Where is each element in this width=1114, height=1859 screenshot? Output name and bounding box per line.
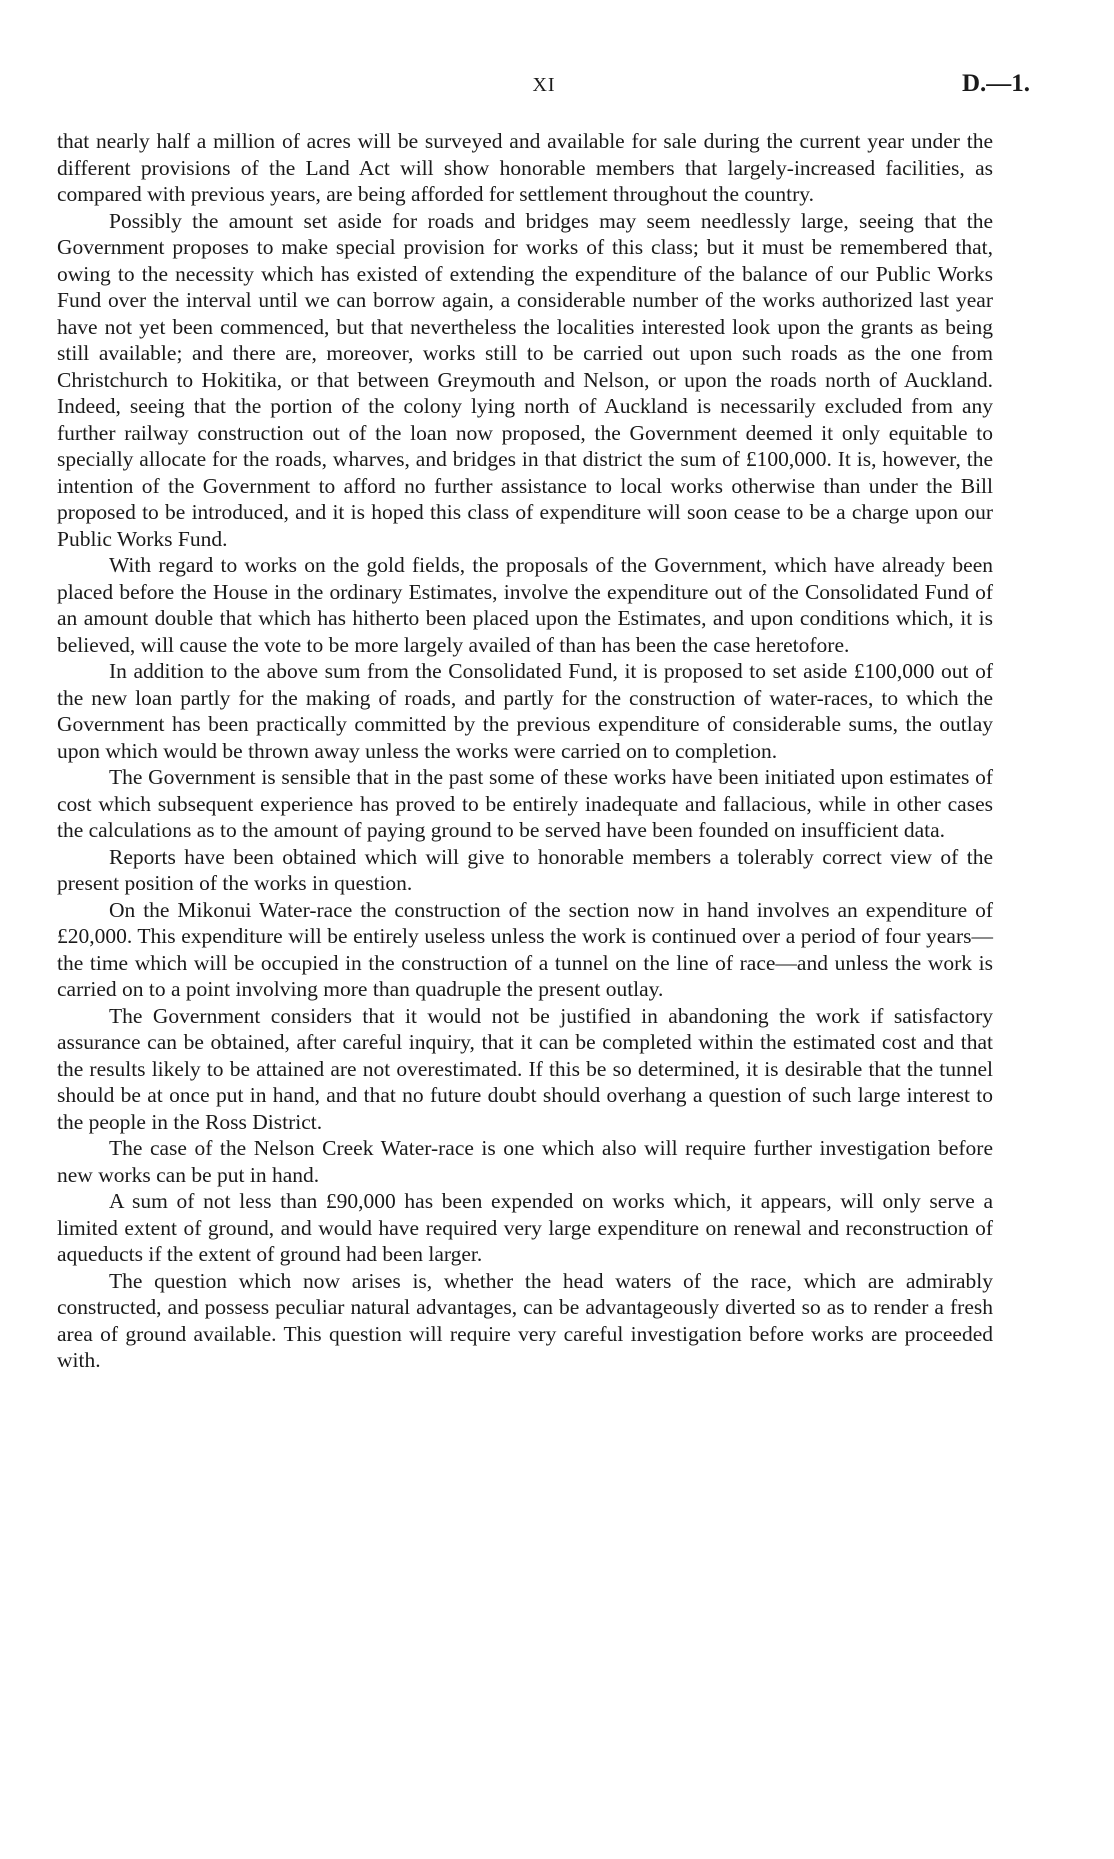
page-header (58, 70, 1030, 104)
paragraph-mikonui-water-race: On the Mikonui Water-race the construction of the section now in hand involves an expenditure of £20,000. This expenditure will be entirely useless unless the work is continued over a period of four years—the time which will be occupied in the construction of a tunnel on the line of race—and unless the work is carried on to a point involving more than quadruple the present outlay. (57, 897, 993, 1001)
paragraph-head-waters: The question which now arises is, whether the head waters of the race, which are admirably constructed, and possess peculiar natural advantages, can be advantageously diverted so as to render a fresh area of ground available. This question will require very careful investigation before works are proceeded with. (57, 1268, 993, 1372)
paragraph-roads-and-bridges: Possibly the amount set aside for roads and bridges may seem needlessly large, seeing that the Government proposes to make special provision for works of this class; but it must be remembered that, owing to the necessity which has existed of extending the expenditure of the balance of our Public Works Fund over the interval until we can borrow again, a considerable number of the works authorized last year have not yet been commenced, but that nevertheless the localities interested look upon the grants as being still available; and there are, moreover, works still to be carried out upon such roads as the one from Christchurch to Hokitika, or that between Greymouth and Nelson, or upon the roads north of Auckland. Indeed, seeing that the portion of the colony lying north of Auckland is necessarily excluded from any further railway construction out of the loan now proposed, the Government deemed it only equitable to specially allocate for the roads, wharves, and bridges in that district the sum of £100,000. It is, however, the intention of the Government to afford no further assistance to local works otherwise than under the Bill proposed to be introduced, and it is hoped this class of expenditure will soon cease to be a charge upon our Public Works Fund. (57, 208, 993, 551)
paragraph-continued: that nearly half a million of acres will be surveyed and available for sale during the current year under the different provisions of the Land Act will show honorable members that largely-increased facilities, as compared with previous years, are being afforded for settlement throughout the country. (57, 129, 993, 206)
paragraph-gold-fields: With regard to works on the gold fields, the proposals of the Government, which have already been placed before the House in the ordinary Estimates, involve the expenditure out of the Consolidated Fund of an amount double that which has hitherto been placed upon the Estimates, and upon conditions which, it is believed, will cause the vote to be more largely availed of than has been the case heretofore. (57, 553, 993, 657)
paragraph-reports: Reports have been obtained which will give to honorable members a tolerably correct view of the present position of the works in question. (57, 844, 993, 895)
paragraph-nelson-creek: The case of the Nelson Creek Water-race is one which also will require further investigation before new works can be put in hand. (57, 1136, 993, 1187)
paragraph-estimates: The Government is sensible that in the past some of these works have been initiated upon estimates of cost which subsequent experience has proved to be entirely inadequate and fallacious, while in other cases the calculations as to the amount of paying ground to be served have been founded on insufficient data. (57, 765, 993, 842)
body-text (57, 128, 993, 1374)
document-reference: D.—1. (961, 70, 1030, 97)
page-number: XI (532, 74, 556, 96)
paragraph-new-loan: In addition to the above sum from the Consolidated Fund, it is proposed to set aside £100,000 out of the new loan partly for the making of roads, and partly for the construction of water-races, to which the Government has been practically committed by the previous expenditure of considerable sums, the outlay upon which would be thrown away unless the works were carried on to completion. (57, 659, 993, 763)
paragraph-expenditure-sum: A sum of not less than £90,000 has been expended on works which, it appears, will only serve a limited extent of ground, and would have required very large expenditure on renewal and reconstruction of aqueducts if the extent of ground had been larger. (57, 1189, 993, 1266)
paragraph-government-considers: The Government considers that it would not be justified in abandoning the work if satisfactory assurance can be obtained, after careful inquiry, that it can be completed within the estimated cost and that the results likely to be attained are not overestimated. If this be so determined, it is desirable that the tunnel should be at once put in hand, and that no future doubt should overhang a question of such large interest to the people in the Ross District. (57, 1003, 993, 1134)
